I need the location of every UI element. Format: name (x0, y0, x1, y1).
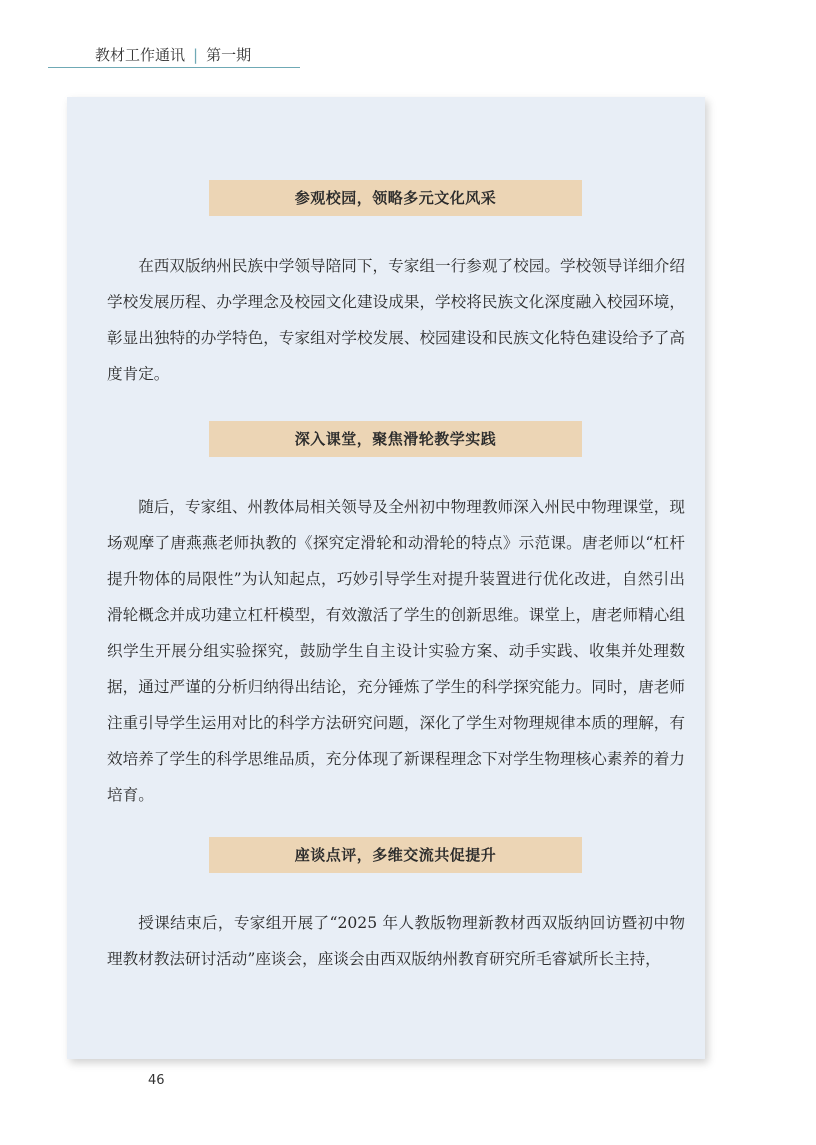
running-header (95, 44, 251, 65)
header-rule (48, 67, 300, 68)
paragraph-classroom: 随后，专家组、州教体局相关领导及全州初中物理教师深入州民中物理课堂，现场观摩了唐燕燕老师执教的《探究定滑轮和动滑轮的特点》示范课。唐老师以“杠杆提升物体的局限性”为认知起点，巧妙引导学生对提升装置进行优化改进，自然引出滑轮概念并成功建立杠杆模型，有效激活了学生的创新思维。课堂上，唐老师精心组织学生开展分组实验探究，鼓励学生自主设计实验方案、动手实践、收集并处理数据，通过严谨的分析归纳得出结论，充分锤炼了学生的科学探究能力。同时，唐老师注重引导学生运用对比的科学方法研究问题，深化了学生对物理规律本质的理解，有效培养了学生的科学思维品质，充分体现了新课程理念下对学生物理核心素养的着力培育。 (107, 498, 685, 804)
section-title-classroom: 深入课堂，聚焦滑轮教学实践 (209, 421, 582, 457)
section-title-discussion: 座谈点评，多维交流共促提升 (209, 837, 582, 873)
page-number: 46 (148, 1073, 165, 1088)
publication-name: 教材工作通讯 (95, 46, 186, 64)
paragraph-campus-visit: 在西双版纳州民族中学领导陪同下，专家组一行参观了校园。学校领导详细介绍学校发展历程、办学理念及校园文化建设成果，学校将民族文化深度融入校园环境，彰显出独特的办学特色，专家组对学校发展、校园建设和民族文化特色建设给予了高度肯定。 (107, 257, 685, 383)
header-separator: | (193, 46, 199, 64)
section-title-campus-visit: 参观校园，领略多元文化风采 (209, 180, 582, 216)
issue-label: 第一期 (206, 46, 252, 64)
paragraph-discussion: 授课结束后，专家组开展了“2025 年人教版物理新教材西双版纳回访暨初中物理教材教法研讨活动”座谈会，座谈会由西双版纳州教育研究所毛睿斌所长主持， (107, 914, 685, 968)
